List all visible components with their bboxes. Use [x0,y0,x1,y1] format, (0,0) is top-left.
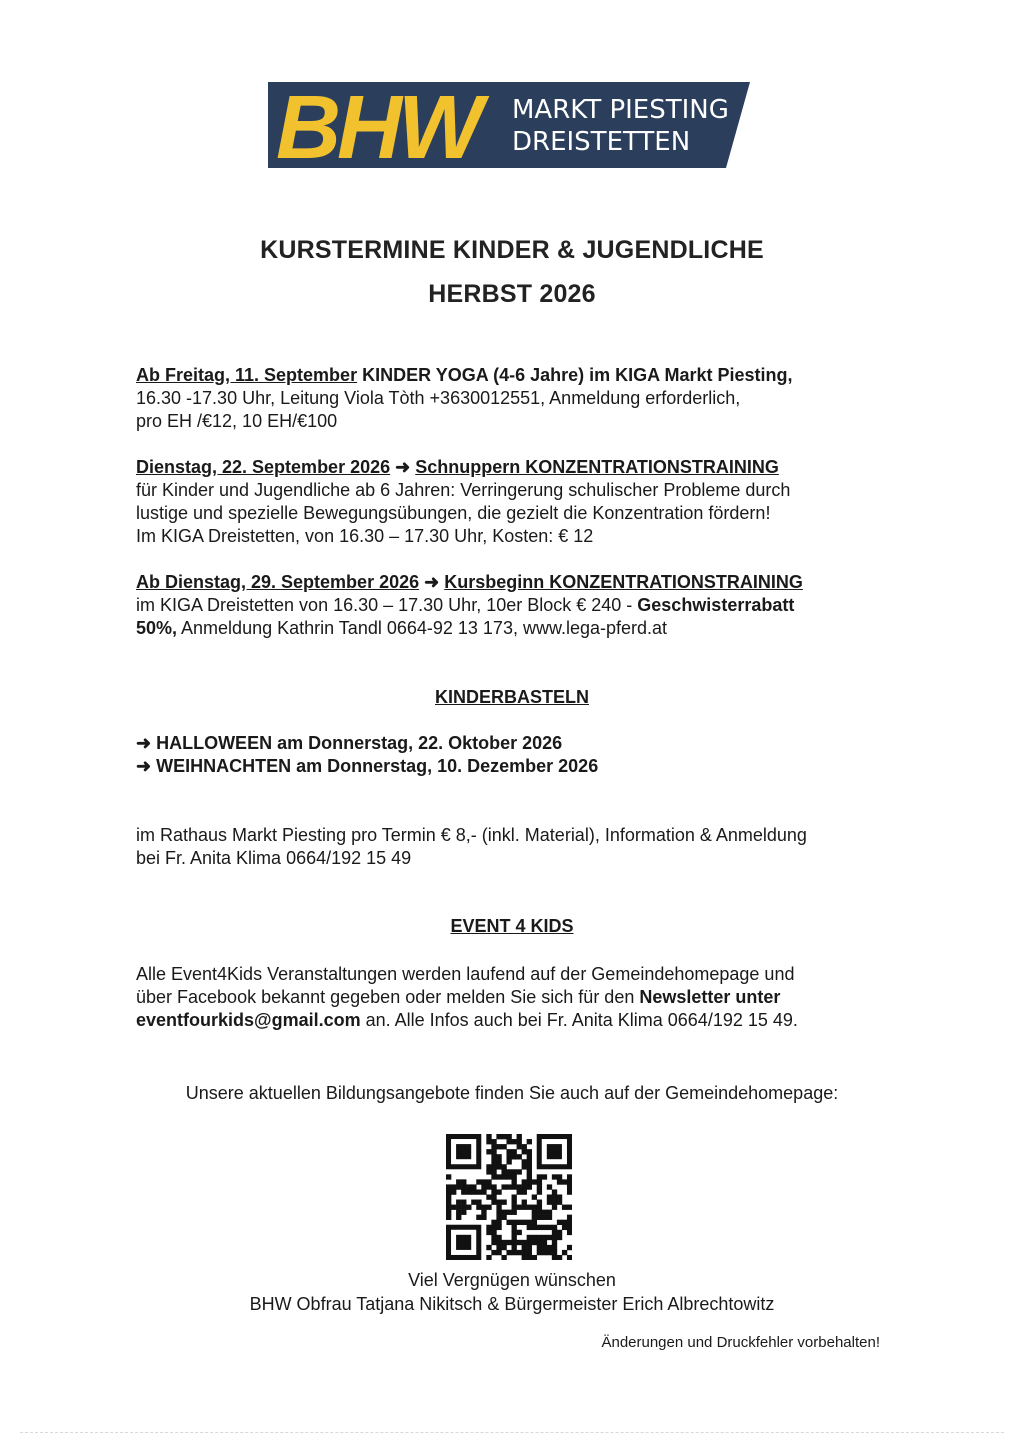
yoga-line3: pro EH /€12, 10 EH/€100 [136,411,338,431]
closing-line1: Viel Vergnügen wünschen [408,1270,616,1290]
kinderbasteln-heading-text: KINDERBASTELN [434,687,589,707]
event4kids-line2-text: über Facebook bekannt gegeben oder melden Sie sich für den [136,987,640,1007]
homepage-text: Unsere aktuellen Bildungsangebote finden Sie auch auf der Gemeindehomepage: [185,1083,839,1103]
page-title-line2: HERBST 2026 [428,280,596,308]
qr-code-icon [446,1134,572,1260]
yoga-date: Ab Freitag, 11. September [136,365,358,385]
schnuppern-line3: lustige und spezielle Bewegungsübungen, die gezielt die Konzentration fördern! [136,503,771,523]
logo-line2: DREISTETTEN [512,127,691,157]
kinderbasteln-info2: bei Fr. Anita Klima 0664/192 15 49 [136,848,412,868]
event4kids-section [136,963,896,1032]
kursbeginn-contact: Anmeldung Kathrin Tandl 0664-92 13 173, www.lega-pferd.at [177,618,668,638]
yoga-line2: 16.30 -17.30 Uhr, Leitung Viola Tòth +3630012551, Anmeldung erforderlich, [136,388,741,408]
yoga-line1 [136,364,896,387]
kursbeginn-section [136,571,896,640]
event4kids-line2 [136,986,896,1009]
kinderbasteln-info1: im Rathaus Markt Piesting pro Termin € 8,- (inkl. Material), Information & Anmeldung [136,825,807,845]
event4kids-heading-text: EVENT 4 KIDS [450,916,574,936]
kursbeginn-discount: Geschwisterrabatt [637,595,795,615]
kursbeginn-line1 [136,571,896,594]
logo-line1: MARKT PIESTING [512,95,729,125]
kinderbasteln-dates [136,732,896,778]
event4kids-line3-text: an. Alle Infos auch bei Fr. Anita Klima 0664/192 15 49. [360,1010,798,1030]
kursbeginn-line3 [136,617,896,640]
kursbeginn-heading: Kursbeginn KONZENTRATIONSTRAINING [444,572,803,592]
schnuppern-line4: Im KIGA Dreistetten, von 16.30 – 17.30 Uhr, Kosten: € 12 [136,526,594,546]
schnuppern-date: Dienstag, 22. September 2026 [136,457,391,477]
closing-line2: BHW Obfrau Tatjana Nikitsch & Bürgermeister Erich Albrechtowitz [249,1294,775,1314]
kinderbasteln-heading [0,686,1024,709]
event4kids-heading [0,915,1024,938]
newsletter-label: Newsletter unter [639,987,781,1007]
arrow-icon: ➜ [419,572,445,592]
kinderbasteln-info [136,824,916,870]
kursbeginn-discount-pct: 50%, [136,618,178,638]
weihnachten-item: ➜ WEIHNACHTEN am Donnerstag, 10. Dezember 2026 [136,756,599,776]
scan-edge-divider [20,1432,1004,1433]
logo-letters: BHW [276,82,479,168]
disclaimer-note: Änderungen und Druckfehler vorbehalten! [601,1334,880,1351]
kursbeginn-line2-text: im KIGA Dreistetten von 16.30 – 17.30 Uhr, 10er Block € 240 - [136,595,638,615]
schnuppern-section [136,456,896,548]
schnuppern-line2: für Kinder und Jugendliche ab 6 Jahren: Verringerung schulischer Probleme durch [136,480,791,500]
arrow-icon: ➜ [390,457,416,477]
event4kids-line3 [136,1009,896,1032]
page-title-line1: KURSTERMINE KINDER & JUGENDLICHE [260,236,764,264]
halloween-item: ➜ HALLOWEEN am Donnerstag, 22. Oktober 2026 [136,733,563,753]
schnuppern-line1 [136,456,896,479]
schnuppern-heading: Schnuppern KONZENTRATIONSTRAINING [415,457,779,477]
kursbeginn-date: Ab Dienstag, 29. September 2026 [136,572,420,592]
yoga-heading: KINDER YOGA (4-6 Jahre) im KIGA Markt Piesting, [357,365,793,385]
event4kids-email: eventfourkids@gmail.com [136,1010,361,1030]
kursbeginn-line2 [136,594,896,617]
bhw-logo [268,82,750,168]
event4kids-line1: Alle Event4Kids Veranstaltungen werden laufend auf der Gemeindehomepage und [136,964,795,984]
yoga-section [136,364,896,433]
